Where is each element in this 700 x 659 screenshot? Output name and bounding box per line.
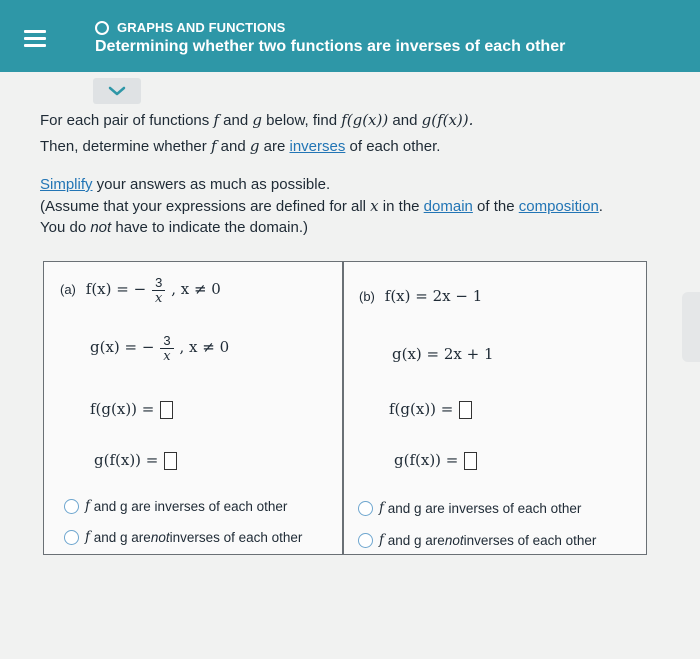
instruction-line-1: For each pair of functions f and g below, find f(g(x)) and g(f(x)). (40, 111, 474, 129)
fraction: $\frac{3}{x}$ (152, 275, 165, 306)
part-a-option-not-inverses[interactable]: f and g are not inverses of each other (64, 529, 302, 548)
inverses-link[interactable]: inverses (289, 138, 346, 155)
part-b-option-not-inverses[interactable]: f and g are not inverses of each other (358, 532, 596, 551)
side-panel-tab[interactable] (682, 292, 700, 362)
radio-button[interactable] (358, 533, 373, 548)
column-divider (342, 262, 344, 554)
radio-button[interactable] (64, 499, 79, 514)
topic-label (95, 20, 285, 35)
radio-button[interactable] (64, 530, 79, 545)
fraction: $\frac{3}{x}$ (160, 333, 173, 364)
page-title: Determining whether two functions are inverses of each other (95, 38, 566, 55)
part-b-fg-input[interactable] (459, 401, 472, 419)
domain-link[interactable]: domain (423, 198, 473, 215)
part-a-f-definition: (a) f(x) = − $\frac{3}{x}$ , x ≠ 0 (60, 275, 221, 306)
part-b-gf-row: g(f(x)) = (394, 451, 477, 470)
instruction-line-4: (Assume that your expressions are defined for all x in the domain of the composition. (40, 197, 603, 215)
part-b-g-definition: g(x) = 2x + 1 (392, 345, 494, 363)
expand-button[interactable] (93, 78, 141, 104)
part-a-gf-row: g(f(x)) = (94, 451, 177, 470)
part-a-fg-row: f(g(x)) = (90, 400, 173, 419)
part-b-f-definition: (b) f(x) = 2x − 1 (359, 287, 483, 305)
instruction-line-3: Simplify your answers as much as possible. (40, 176, 331, 193)
problem-table (43, 261, 647, 555)
menu-icon[interactable] (24, 30, 46, 48)
instruction-line-2: Then, determine whether f and g are inverses of each other. (40, 137, 441, 155)
part-a-option-inverses[interactable]: f and g are inverses of each other (64, 498, 287, 517)
part-a-g-definition: g(x) = − $\frac{3}{x}$ , x ≠ 0 (90, 333, 230, 364)
circle-icon (95, 21, 109, 35)
part-a-gf-input[interactable] (164, 452, 177, 470)
simplify-link[interactable]: Simplify (40, 176, 93, 193)
chevron-down-icon (108, 86, 126, 96)
part-b-fg-row: f(g(x)) = (389, 400, 472, 419)
header-bar (0, 0, 700, 72)
radio-button[interactable] (358, 501, 373, 516)
part-a-fg-input[interactable] (160, 401, 173, 419)
instruction-line-5: You do not have to indicate the domain.) (40, 219, 308, 236)
composition-link[interactable]: composition (518, 198, 599, 215)
topic-text: GRAPHS AND FUNCTIONS (117, 20, 286, 35)
part-b-gf-input[interactable] (464, 452, 477, 470)
part-b-option-inverses[interactable]: f and g are inverses of each other (358, 500, 581, 519)
